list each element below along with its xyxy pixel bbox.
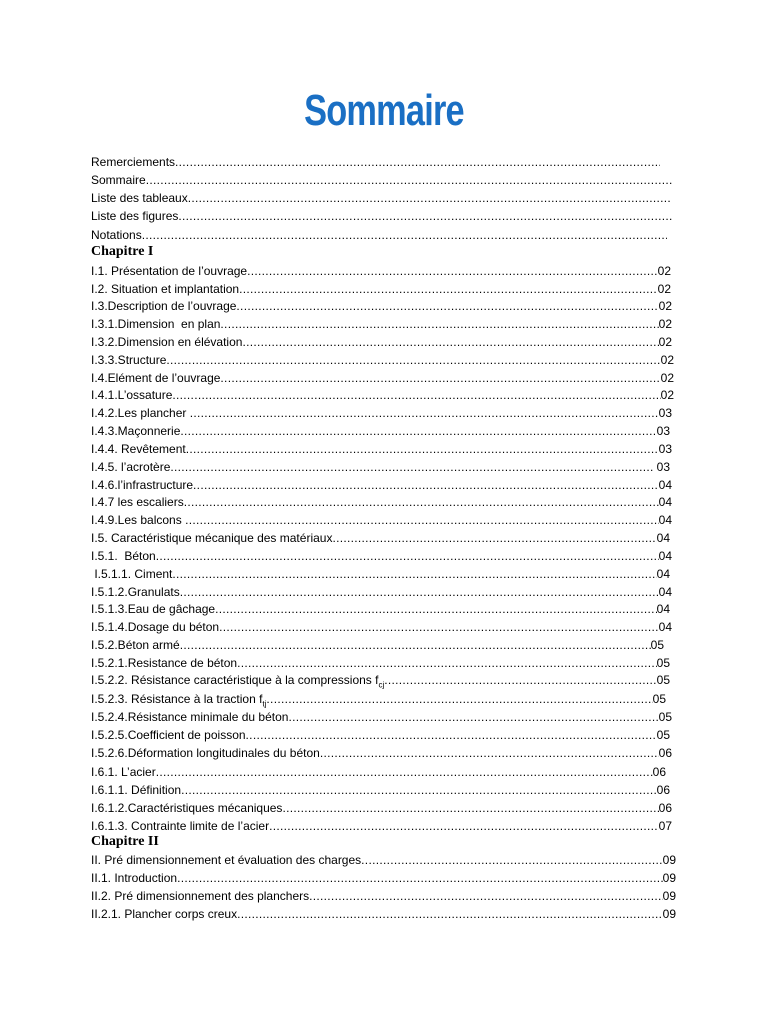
dot-leader — [288, 708, 658, 726]
dot-leader — [332, 529, 656, 547]
toc-entry-label: Notations — [91, 228, 142, 242]
dot-leader — [384, 671, 656, 689]
toc-entry-label: I.6.1.1. Définition — [91, 783, 182, 797]
toc-entry-subscript: tj — [262, 699, 267, 708]
toc-entry-page-number: 09 — [662, 907, 676, 921]
toc-entry — [91, 763, 666, 781]
toc-entry — [91, 207, 672, 225]
toc-entry-subscript: cj — [378, 680, 385, 689]
toc-entry-page-number: 06 — [658, 801, 672, 815]
dot-leader — [180, 636, 651, 654]
toc-entry-label: II.2. Pré dimensionnement des planchers — [91, 889, 310, 903]
toc-entry — [91, 565, 670, 583]
dot-leader — [246, 726, 657, 744]
dot-leader — [185, 511, 659, 529]
toc-entry-label: I.4.6.l’infrastructure — [91, 478, 194, 492]
toc-entry-page-number: 09 — [662, 889, 676, 903]
toc-entry — [91, 600, 670, 618]
dot-leader — [361, 851, 662, 869]
dot-leader — [177, 869, 663, 887]
toc-entry-label: Sommaire — [91, 173, 146, 187]
toc-entry — [91, 887, 676, 905]
toc-entry — [91, 493, 672, 511]
toc-entry-label: I.5. Caractéristique mécanique des matériaux — [91, 531, 333, 545]
toc-entry — [91, 511, 672, 529]
toc-entry — [91, 386, 674, 404]
toc-entry — [91, 799, 672, 817]
toc-entry-label: I.3.Description de l’ouvrage — [91, 299, 237, 313]
toc-entry-page-number: 04 — [658, 549, 672, 563]
toc-entry-label: I.4.4. Revêtement — [91, 442, 186, 456]
toc-entry — [91, 440, 672, 458]
toc-entry-label: I.4.2.Les plancher — [91, 406, 190, 420]
dot-leader — [180, 583, 659, 601]
toc-entry-label: I.5.1.4.Dosage du béton — [91, 620, 220, 634]
toc-entry-label: I.5.1.2.Granulats — [91, 585, 180, 599]
toc-entry-label: I.4.5. l’acrotère — [91, 460, 171, 474]
toc-entry-page-number: 03 — [653, 460, 670, 474]
toc-entry-label: II.1. Introduction — [91, 871, 178, 885]
toc-entry-label: Remerciements — [91, 155, 176, 169]
toc-entry-label: I.5.2.1.Resistance de béton — [91, 656, 238, 670]
dot-leader — [219, 618, 659, 636]
toc-entry-page-number: 05 — [656, 673, 670, 687]
dot-leader — [237, 654, 657, 672]
dot-leader — [166, 351, 660, 369]
toc-entry-label: I.5.2.Béton armé — [91, 638, 180, 652]
toc-entry-label: I.2. Situation et implantation — [91, 282, 240, 296]
dot-leader — [172, 386, 660, 404]
toc-entry-page-number: 06 — [652, 765, 666, 779]
dot-leader — [180, 422, 656, 440]
toc-entry-page-number: 04 — [656, 602, 670, 616]
dot-leader — [237, 905, 663, 923]
dot-leader — [266, 690, 652, 708]
toc-entry — [91, 781, 670, 799]
toc-entry — [91, 458, 670, 476]
toc-entry — [91, 654, 670, 672]
toc-entry — [91, 726, 670, 744]
dot-leader — [320, 744, 659, 762]
dot-leader — [175, 153, 660, 171]
toc-entry — [91, 369, 674, 387]
toc-entry — [91, 583, 672, 601]
dot-leader — [146, 171, 672, 189]
dot-leader — [242, 333, 658, 351]
toc-entry-page-number: 02 — [658, 317, 672, 331]
toc-entry-page-number: 04 — [658, 585, 672, 599]
toc-entry — [91, 636, 664, 654]
toc-entry-label: I.4.9.Les balcons — [91, 513, 186, 527]
toc-entry-page-number: 02 — [658, 299, 672, 313]
toc-entry-label: II.2.1. Plancher corps creux — [91, 907, 238, 921]
page-title: Sommaire — [304, 86, 464, 135]
toc-entry — [91, 297, 672, 315]
dot-leader — [156, 547, 659, 565]
toc-entry-page-number: 06 — [656, 783, 670, 797]
toc-entry-label: II. Pré dimensionnement et évaluation des charges — [91, 853, 362, 867]
toc-entry-page-number: 04 — [658, 620, 672, 634]
dot-leader — [239, 280, 658, 298]
toc-entry-page-number: 07 — [658, 819, 672, 833]
toc-entry-label: Liste des tableaux — [91, 191, 188, 205]
toc-entry-label: I.6.1.3. Contrainte limite de l’acier — [91, 819, 270, 833]
toc-entry — [91, 153, 660, 171]
toc-entry — [91, 851, 676, 869]
toc-entry-label: I.5.1. Béton — [91, 549, 156, 563]
dot-leader — [220, 315, 658, 333]
dot-leader — [188, 189, 672, 207]
toc-entry-page-number: 05 — [652, 692, 666, 706]
dot-leader — [220, 369, 660, 387]
toc-entry — [91, 744, 672, 762]
dot-leader — [156, 763, 653, 781]
toc-entry-label: I.5.1.1. Ciment — [91, 567, 173, 581]
toc-entry — [91, 422, 670, 440]
toc-entry — [91, 529, 670, 547]
toc-entry-page-number: 02 — [660, 353, 674, 367]
toc-entry — [91, 315, 672, 333]
toc-entry-page-number: 05 — [650, 638, 664, 652]
toc-entry — [91, 671, 670, 689]
toc-entry-page-number: 02 — [657, 264, 671, 278]
toc-entry — [91, 905, 676, 923]
chapter-heading: Chapitre I — [91, 244, 154, 259]
toc-entry — [91, 333, 672, 351]
toc-entry — [91, 351, 674, 369]
toc-entry-label: I.5.2.3. Résistance à la traction $f_{tj}$ — [91, 692, 267, 708]
dot-leader — [269, 817, 659, 835]
dot-leader — [142, 226, 667, 244]
toc-entry-page-number: 05 — [658, 710, 672, 724]
toc-entry-page-number: 03 — [658, 406, 672, 420]
toc-entry-label: I.4.1.L’ossature — [91, 388, 173, 402]
toc-entry-page-number: 04 — [656, 531, 670, 545]
dot-leader — [236, 297, 658, 315]
dot-leader — [184, 493, 659, 511]
toc-entry-page-number: 09 — [662, 853, 676, 867]
toc-entry — [91, 547, 672, 565]
dot-leader — [172, 565, 656, 583]
dot-leader — [309, 887, 663, 905]
toc-entry-label: I.1. Présentation de l’ouvrage — [91, 264, 248, 278]
toc-entry — [91, 226, 667, 244]
toc-entry-page-number: 04 — [658, 513, 672, 527]
toc-entry-page-number: 04 — [656, 567, 670, 581]
toc-entry — [91, 618, 672, 636]
dot-leader — [178, 207, 672, 225]
toc-entry-label: I.3.3.Structure — [91, 353, 167, 367]
toc-entry-label: I.4.7 les escaliers — [91, 495, 184, 509]
dot-leader — [193, 476, 659, 494]
toc-entry-page-number: 02 — [658, 335, 672, 349]
toc-entry-label: I.3.2.Dimension en élévation — [91, 335, 243, 349]
toc-entry-label: I.6.1.2.Caractéristiques mécaniques — [91, 801, 283, 815]
toc-entry — [91, 476, 672, 494]
toc-entry-page-number: 04 — [658, 478, 672, 492]
toc-entry-label: I.5.1.3.Eau de gâchage — [91, 602, 216, 616]
toc-entry-label: I.6.1. L’acier — [91, 765, 156, 779]
dot-leader — [282, 799, 658, 817]
toc-entry — [91, 171, 672, 189]
toc-entry — [91, 690, 666, 708]
toc-entry — [91, 189, 672, 207]
toc-entry-label: I.5.2.2. Résistance caractéristique à la compressions $f_{cj}$ — [91, 673, 385, 689]
dot-leader — [181, 781, 657, 799]
toc-entry-page-number: 03 — [656, 424, 670, 438]
toc-entry-page-number: 09 — [662, 871, 676, 885]
toc-entry-page-number: 02 — [657, 282, 671, 296]
toc-entry — [91, 404, 672, 422]
toc-entry-label: I.5.2.5.Coefficient de poisson — [91, 728, 246, 742]
toc-entry — [91, 708, 672, 726]
toc-entry-page-number: 02 — [660, 388, 674, 402]
dot-leader — [190, 404, 659, 422]
dot-leader — [186, 440, 659, 458]
toc-entry-page-number: 05 — [656, 656, 670, 670]
toc-entry — [91, 869, 676, 887]
dot-leader — [170, 458, 653, 476]
toc-entry-page-number: 05 — [656, 728, 670, 742]
toc-entry-label: I.5.2.4.Résistance minimale du béton — [91, 710, 289, 724]
toc-entry — [91, 262, 671, 280]
toc-entry-label: I.4.3.Maçonnerie — [91, 424, 181, 438]
toc-entry-label: I.5.2.6.Déformation longitudinales du béton — [91, 746, 320, 760]
toc-entry-page-number: 02 — [660, 371, 674, 385]
toc-entry-page-number: 06 — [658, 746, 672, 760]
toc-entry — [91, 280, 671, 298]
toc-entry-label: Liste des figures — [91, 209, 179, 223]
toc-entry — [91, 817, 672, 835]
toc-entry-label: I.4.Elément de l’ouvrage — [91, 371, 221, 385]
dot-leader — [247, 262, 658, 280]
chapter-heading: Chapitre II — [91, 834, 159, 849]
toc-entry-page-number: 04 — [658, 495, 672, 509]
toc-entry-label: I.3.1.Dimension en plan — [91, 317, 221, 331]
dot-leader — [215, 600, 657, 618]
toc-entry-page-number: 03 — [658, 442, 672, 456]
